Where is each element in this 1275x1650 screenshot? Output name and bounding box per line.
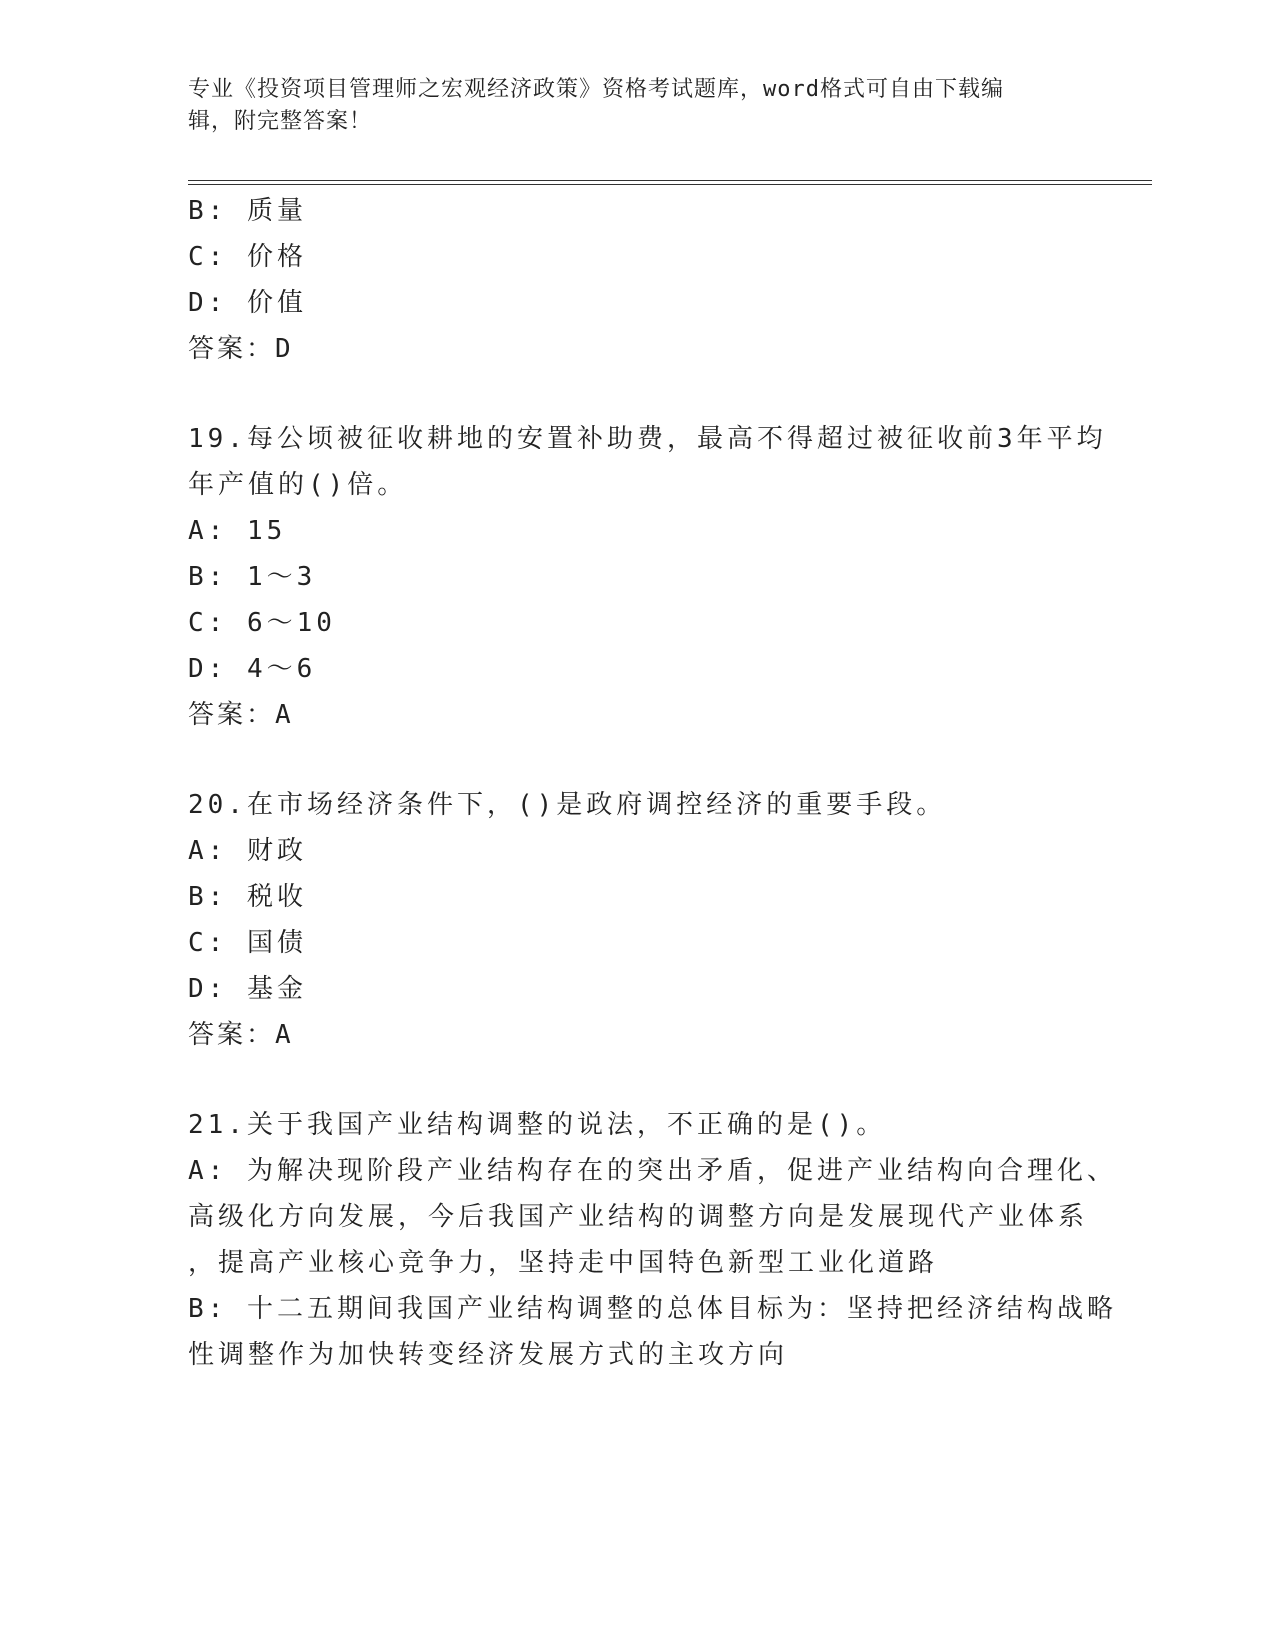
- option-d: D: 基金: [188, 974, 307, 1004]
- header-divider-bottom: [188, 184, 1152, 185]
- document-header: [188, 74, 1068, 138]
- option-a: A: 15: [188, 516, 287, 546]
- option-c: C: 6～10: [188, 608, 336, 638]
- question-18-tail: [188, 188, 1088, 372]
- option-b: B: 质量: [188, 196, 307, 226]
- spacer: [188, 1058, 1088, 1102]
- option-d: D: 4～6: [188, 654, 317, 684]
- question-20: [188, 782, 1088, 1058]
- option-d: D: 价值: [188, 288, 307, 318]
- option-a-line-3: ，提高产业核心竞争力，坚持走中国特色新型工业化道路: [188, 1248, 939, 1278]
- option-a-line-2: 高级化方向发展，今后我国产业结构的调整方向是发展现代产业体系: [188, 1202, 1089, 1232]
- question-text-line-1: 20.在市场经济条件下，()是政府调控经济的重要手段。: [188, 790, 947, 820]
- question-list: [188, 188, 1117, 1378]
- option-a: A: 财政: [188, 836, 307, 866]
- option-a-line-1: A: 为解决现阶段产业结构存在的突出矛盾，促进产业结构向合理化、: [188, 1156, 1117, 1186]
- answer: 答案：A: [188, 700, 294, 730]
- option-c: C: 价格: [188, 242, 307, 272]
- question-text-line-1: 19.每公顷被征收耕地的安置补助费，最高不得超过被征收前3年平均: [188, 424, 1107, 454]
- question-text-line-2: 年产值的()倍。: [188, 470, 408, 500]
- question-text-line-1: 21.关于我国产业结构调整的说法，不正确的是()。: [188, 1110, 887, 1140]
- option-c: C: 国债: [188, 928, 307, 958]
- header-line-1: 专业《投资项目管理师之宏观经济政策》资格考试题库，word格式可自由下载编: [188, 77, 1004, 102]
- header-divider-top: [188, 180, 1152, 181]
- option-b-line-1: B: 十二五期间我国产业结构调整的总体目标为：坚持把经济结构战略: [188, 1294, 1117, 1324]
- answer: 答案：A: [188, 1020, 294, 1050]
- spacer: [188, 738, 1088, 782]
- option-b-line-2: 性调整作为加快转变经济发展方式的主攻方向: [188, 1340, 789, 1370]
- option-b: B: 税收: [188, 882, 307, 912]
- header-line-2: 辑，附完整答案！: [188, 109, 373, 134]
- answer: 答案：D: [188, 334, 294, 364]
- spacer: [188, 372, 1088, 416]
- question-19: [188, 416, 1107, 738]
- option-b: B: 1～3: [188, 562, 317, 592]
- question-21: [188, 1102, 1117, 1378]
